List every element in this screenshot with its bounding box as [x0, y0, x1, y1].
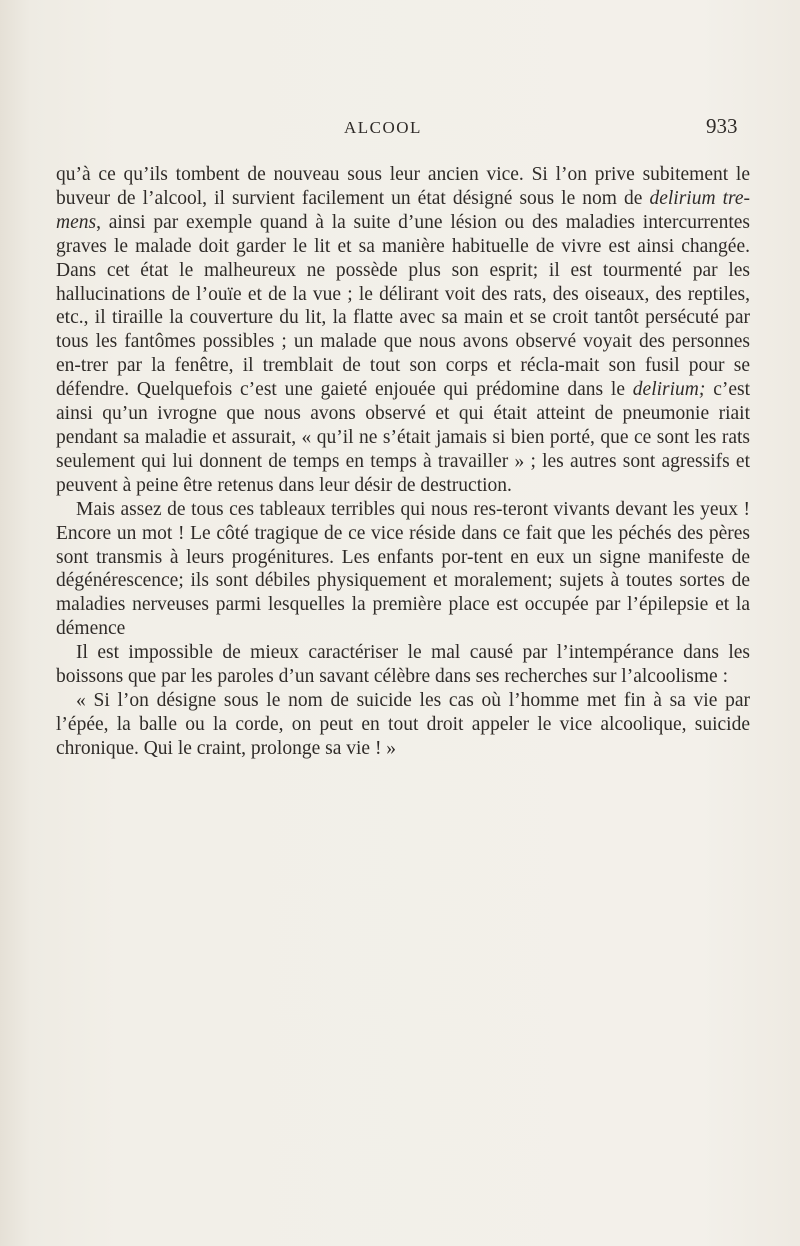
paragraph-1-part-a: qu’à ce qu’ils tombent de nouveau sous leur ancien vice. Si l’on prive subitement le buveur de l’alcool, il survient facilement un état désigné sous le nom de [56, 164, 750, 209]
running-title: ALCOOL [344, 118, 422, 137]
page-number: 933 [706, 114, 738, 138]
paragraph-1-part-b: , ainsi par exemple quand à la suite d’une lésion ou des maladies intercurrentes graves le malade doit garder le lit et sa manière habituelle de vivre est ainsi changée. Dans cet état le malheureux ne possède plus son esprit; il est tourmenté par les hallucinations de l’ouïe et de la vue ; le délirant voit des rats, des oiseaux, des reptiles, etc., il tiraille la couverture du lit, la flatte avec sa main et se croit tantôt persécuté par tous les fantômes possibles ; un malade que nous avons observé voyait des personnes en-trer par la fenêtre, il tremblait de tout son corps et récla-mait son fusil pour se défendre. Quelquefois c’est une gaieté enjouée qui prédomine dans le [56, 211, 750, 401]
page-header [0, 114, 800, 142]
body-text [56, 163, 750, 761]
term-delirium: delirium; [632, 379, 706, 401]
paragraph-2: Mais assez de tous ces tableaux terribles qui nous res-teront vivants devant les yeux ! Encore un mot ! Le côté tragique de ce vice réside dans ce fait que les péchés des pères sont transmis à leurs progénitures. Les enfants por-tent en eux un signe manifeste de dégénérescence; ils sont débiles physiquement et moralement; sujets à toutes sortes de maladies nerveuses parmi lesquelles la première place est occupée par l’épilepsie et la démence [56, 498, 750, 640]
paragraph-1-part-c: c’est ainsi qu’un ivrogne que nous avons observé et qui était atteint de pneumonie riait pendant sa maladie et assurait, « qu’il ne s’était jamais si bien porté, que ce sont les rats seulement qui lui donnent de temps en temps à travailler » ; les autres sont agressifs et peuvent à peine être retenus dans leur désir de destruction. [56, 379, 750, 496]
paragraph-1 [56, 163, 750, 498]
paragraph-3: Il est impossible de mieux caractériser le mal causé par l’intempérance dans les boissons que par les paroles d’un savant célèbre dans ses recherches sur l’alcoolisme : [56, 642, 750, 688]
term-delirium-tremens: delirium tre-mens [56, 187, 751, 233]
paragraph-4-quote: « Si l’on désigne sous le nom de suicide les cas où l’homme met fin à sa vie par l’épée, la balle ou la corde, on peut en tout droit appeler le vice alcoolique, suicide chronique. Qui le craint, prolonge sa vie ! » [56, 689, 750, 759]
